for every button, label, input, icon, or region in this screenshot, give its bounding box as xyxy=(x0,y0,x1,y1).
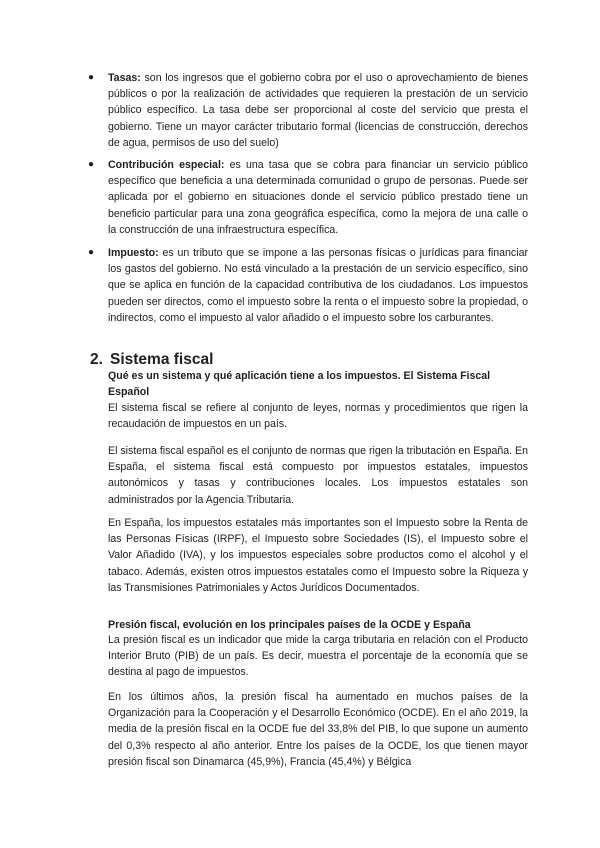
bullet-item-tasas xyxy=(88,70,528,151)
bullet-text: son los ingresos que el gobierno cobra por el uso o aprovechamiento de bienes públicos o por la realización de actividades que requieren la prestación de un servicio público específico. La tasa debe ser proporcional al coste del servicio que presta el gobierno. Tiene un mayor carácter tributario formal (licencias de construcción, derechos de agua, permisos de uso del suelo) xyxy=(108,72,528,149)
bullet-term: Tasas: xyxy=(108,72,141,84)
paragraph xyxy=(108,515,528,596)
section-title: Sistema fiscal xyxy=(110,351,214,368)
bullet-term: Contribución especial: xyxy=(108,159,225,171)
paragraph-text: El sistema fiscal español es el conjunto de normas que rigen la tributación en España. En España, el sistema fiscal está compuesto por impuestos estatales, impuestos autonómicos y tasas y contribuciones locales. Los impuestos estatales son administrados por la Agencia Tributaria. xyxy=(108,445,528,506)
bullet-text: es un tributo que se impone a las personas físicas o jurídicas para financiar los gastos del gobierno. No está vinculado a la prestación de un servicio específico, sino que se aplica en función de la capacidad contributiva de los ciudadanos. Los impuestos pueden ser directos, como el impuesto sobre la renta o el impuesto sobre la propiedad, o indirectos, como el impuesto al valor añadido o el impuesto sobre los carburantes. xyxy=(108,247,528,324)
subsection-title: Presión fiscal, evolución en los principales países de la OCDE y España xyxy=(108,619,471,631)
section-number: 2. xyxy=(90,351,103,368)
bullet-dot: ● xyxy=(88,159,95,170)
paragraph xyxy=(108,443,528,508)
bullet-text: es una tasa que se cobra para financiar un servicio público específico que beneficia a una determinada comunidad o grupo de personas. Puede ser aplicada por el gobierno en situaciones donde el servicio público prestado tiene un beneficio particular para una zona geográfica específica, como la mejora de una calle o la construcción de una infraestructura específica. xyxy=(108,159,528,236)
paragraph-text: La presión fiscal es un indicador que mide la carga tributaria en relación con el Producto Interior Bruto (PIB) de un país. Es decir, muestra el porcentaje de la economía que se destina al pago de impuestos. xyxy=(108,634,528,679)
paragraph-text: El sistema fiscal se refiere al conjunto de leyes, normas y procedimientos que rigen la recaudación de impuestos en un país. xyxy=(108,402,528,431)
bullet-dot: ● xyxy=(88,72,95,83)
paragraph xyxy=(108,689,528,770)
subsection-title: Qué es un sistema y qué aplicación tiene a los impuestos. El Sistema Fiscal Español xyxy=(108,370,491,399)
bullet-item-contribucion xyxy=(88,157,528,238)
paragraph-text: En España, los impuestos estatales más importantes son el Impuesto sobre la Renta de las Personas Físicas (IRPF), el Impuesto sobre Sociedades (IS), el Impuesto sobre el Valor Añadido (IVA), y los impuestos especiales sobre productos como el alcohol y el tabaco. Además, existen otros impuestos estatales como el Impuesto sobre la Riqueza y las Transmisiones Patrimoniales y Actos Jurídicos Documentados. xyxy=(108,517,528,594)
paragraph xyxy=(108,400,528,432)
bullet-item-impuesto xyxy=(88,245,528,326)
paragraph-text: En los últimos años, la presión fiscal ha aumentado en muchos países de la Organización para la Cooperación y el Desarrollo Económico (OCDE). En el año 2019, la media de la presión fiscal en la OCDE fue del 33,8% del PIB, lo que supone un aumento del 0,3% respecto al año anterior. Entre los países de la OCDE, los que tienen mayor presión fiscal son Dinamarca (45,9%), Francia (45,4%) y Bélgica xyxy=(108,691,528,768)
subsection-heading-presion xyxy=(108,617,528,633)
paragraph xyxy=(108,632,528,681)
section-heading xyxy=(90,350,213,370)
bullet-dot: ● xyxy=(88,247,95,258)
bullet-term: Impuesto: xyxy=(108,247,159,259)
subsection-heading-sistema xyxy=(108,368,528,400)
